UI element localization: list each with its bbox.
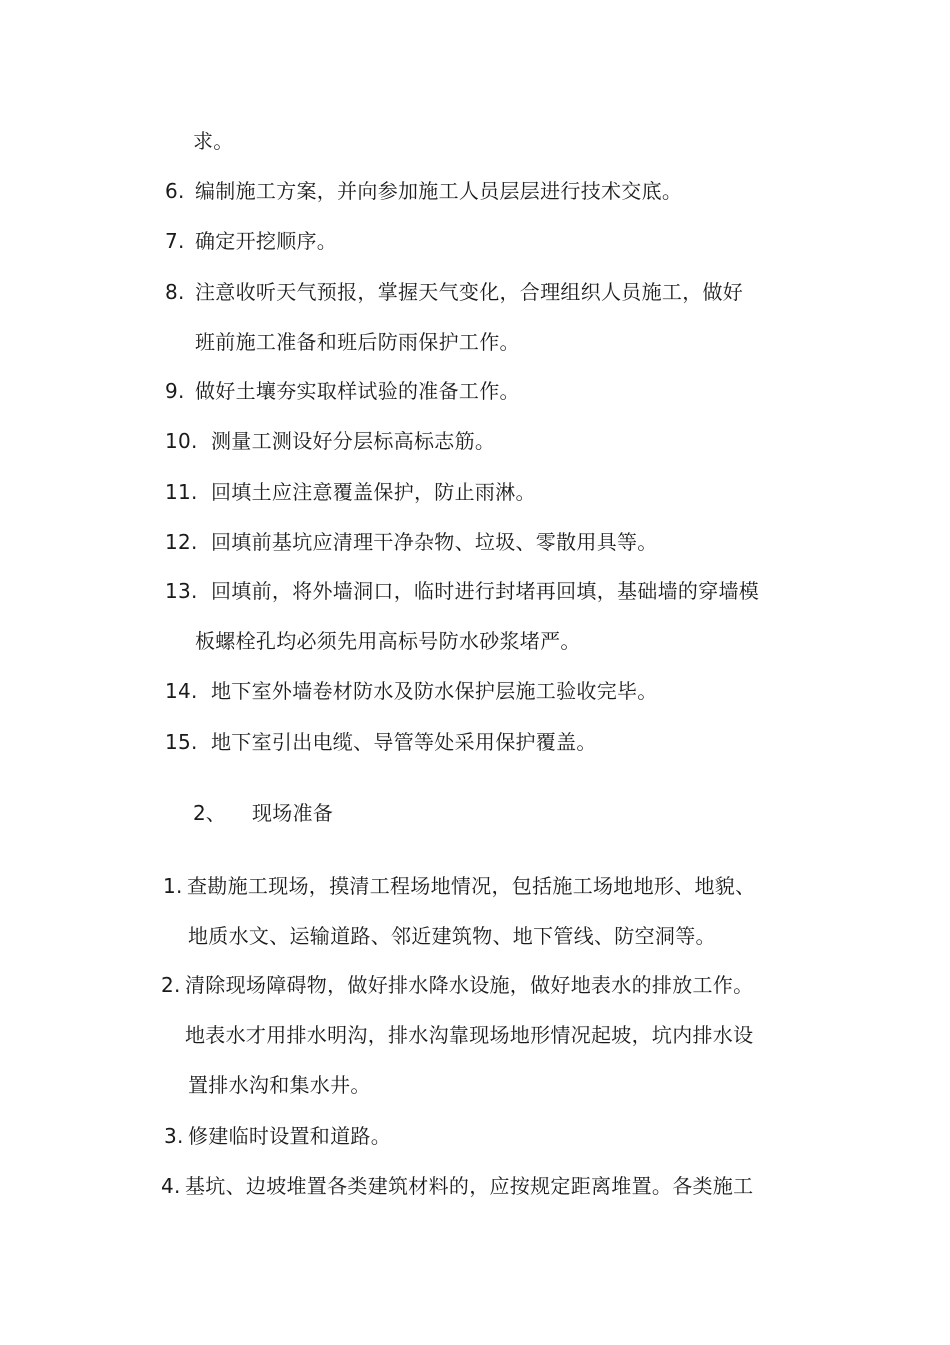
list-item bbox=[164, 1123, 391, 1149]
continuation-text: 求。 bbox=[193, 129, 234, 153]
item-number: 12. bbox=[165, 530, 198, 554]
item-number: 15. bbox=[165, 730, 198, 754]
item-text-continued: 班前施工准备和班后防雨保护工作。 bbox=[195, 330, 520, 354]
list-item bbox=[165, 228, 337, 254]
list-item bbox=[165, 378, 520, 404]
item-text: 回填前，将外墙洞口，临时进行封堵再回填，基础墙的穿墙模 bbox=[211, 579, 760, 603]
item-text: 地下室引出电缆、导管等处采用保护覆盖。 bbox=[211, 730, 597, 754]
item-text: 修建临时设置和道路。 bbox=[188, 1124, 391, 1148]
list-item bbox=[165, 178, 682, 204]
item-number: 2. bbox=[161, 973, 181, 997]
item-text-continued: 地表水才用排水明沟，排水沟靠现场地形情况起坡，坑内排水设 bbox=[185, 1023, 754, 1047]
item-text: 回填前基坑应清理干净杂物、垃圾、零散用具等。 bbox=[211, 530, 658, 554]
item-number: 14. bbox=[165, 679, 198, 703]
item-text: 清除现场障碍物，做好排水降水设施，做好地表水的排放工作。 bbox=[185, 973, 754, 997]
item-text: 确定开挖顺序。 bbox=[195, 229, 338, 253]
item-number: 10. bbox=[165, 429, 198, 453]
item-number: 13. bbox=[165, 579, 198, 603]
section-heading: 现场准备 bbox=[252, 801, 334, 825]
item-number: 11. bbox=[165, 480, 198, 504]
list-item bbox=[165, 479, 536, 505]
item-text: 基坑、边坡堆置各类建筑材料的，应按规定距离堆置。各类施工 bbox=[185, 1174, 754, 1198]
item-number: 6. bbox=[165, 179, 185, 203]
list-item bbox=[165, 279, 743, 305]
item-text: 注意收听天气预报，掌握天气变化，合理组织人员施工，做好 bbox=[195, 280, 744, 304]
item-text: 编制施工方案，并向参加施工人员层层进行技术交底。 bbox=[195, 179, 683, 203]
item-number: 4. bbox=[161, 1174, 181, 1198]
item-number: 8. bbox=[165, 280, 185, 304]
section-heading-number: 2、 bbox=[193, 801, 226, 825]
item-number: 9. bbox=[165, 379, 185, 403]
list-item bbox=[165, 578, 759, 604]
item-text: 查勘施工现场，摸清工程场地情况，包括施工场地地形、地貌、 bbox=[187, 874, 756, 898]
item-text: 测量工测设好分层标高标志筋。 bbox=[211, 429, 496, 453]
list-item bbox=[165, 428, 495, 454]
list-item bbox=[161, 972, 753, 998]
item-text-continued: 地质水文、运输道路、邻近建筑物、地下管线、防空洞等。 bbox=[188, 924, 716, 948]
list-item bbox=[165, 678, 658, 704]
item-number: 1. bbox=[163, 874, 183, 898]
item-text: 做好土壤夯实取样试验的准备工作。 bbox=[195, 379, 520, 403]
list-item bbox=[165, 529, 658, 555]
item-text: 回填土应注意覆盖保护，防止雨淋。 bbox=[211, 480, 536, 504]
item-text-continued: 板螺栓孔均必须先用高标号防水砂浆堵严。 bbox=[195, 629, 581, 653]
item-number: 7. bbox=[165, 229, 185, 253]
list-item bbox=[161, 1173, 753, 1199]
list-item bbox=[165, 729, 597, 755]
item-number: 3. bbox=[164, 1124, 184, 1148]
item-text-continued: 置排水沟和集水井。 bbox=[188, 1073, 371, 1097]
list-item bbox=[163, 873, 755, 899]
item-text: 地下室外墙卷材防水及防水保护层施工验收完毕。 bbox=[211, 679, 658, 703]
